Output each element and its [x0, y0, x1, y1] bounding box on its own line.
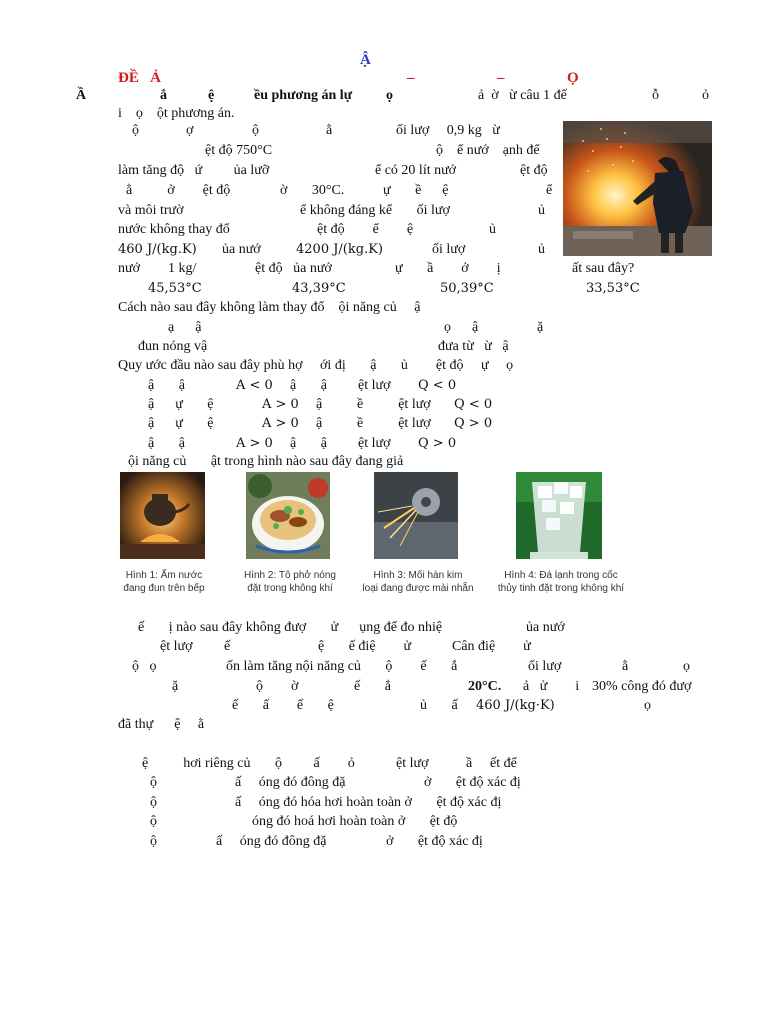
q3-option-b-math: Q < 0	[454, 397, 493, 412]
q3-option-a: ệt lượ	[358, 378, 391, 393]
q1-text: làm tăng độ ứ ủa lưỡ	[118, 163, 270, 178]
q7-option-a: ộ	[150, 775, 157, 790]
q7-option-d: ấ óng đó đông đặ	[216, 834, 327, 849]
part-label: Ầ	[76, 88, 87, 103]
q1-text: ể có 20 lít nướ	[375, 163, 457, 178]
q6-text: ọ	[644, 698, 651, 713]
instructions-text: ả ờ ừ câu 1 đế	[478, 88, 567, 103]
q3-option-d-math: A > 0	[236, 436, 273, 451]
kettle-on-stove-photo	[120, 472, 205, 559]
q1-text: ể không đáng kể ối lượ	[300, 203, 450, 218]
q1-text: nướ 1 kg/	[118, 261, 197, 276]
q6-text: 460 J/(kg·K)	[476, 698, 555, 713]
metal-grinding-photo	[374, 472, 458, 559]
exam-subtitle-dash: –	[497, 70, 505, 86]
instructions-text: ệ	[208, 88, 215, 103]
q6-text: ả ử i	[523, 679, 580, 694]
q7-option-a: ở ệt độ xác đị	[424, 775, 521, 790]
q5-option: ệt lượ ế	[160, 639, 231, 654]
q3-option-d-math: Q > 0	[418, 436, 457, 451]
q1-text: ự ầ ở ị	[395, 261, 501, 276]
q5-option: ệ ế điệ ử	[318, 639, 412, 654]
q6-text: 30% công đó đượ	[592, 679, 692, 694]
q3-option-d: ệt lượ	[358, 436, 391, 451]
figure-2-caption: Hình 2: Tô phở nóng đặt trong không khí	[244, 570, 336, 594]
q3-option-c: ậ ự ệ	[148, 416, 214, 431]
q1-text: ờ 30°C.	[280, 183, 345, 198]
q7-option-d: ở ệt độ xác đị	[386, 834, 483, 849]
q6-text: ộ ọ	[132, 659, 157, 674]
q6-text: ủ ấ	[420, 698, 458, 713]
instructions-text: ều phương án lự	[254, 88, 353, 103]
instructions-text: i ọ ột phương án.	[118, 106, 235, 121]
q4-stem: ội năng củ ật trong hình nào sau đây đang giả	[128, 454, 404, 469]
q1-text: 460 J/(kg.K)	[118, 242, 197, 257]
q1-text: ằ	[326, 123, 333, 138]
q6-text: ằ	[622, 659, 629, 674]
q6-text: ặ	[172, 679, 179, 694]
q3-option-c-math: Q > 0	[454, 416, 493, 431]
q1-text: ối lượ 0,9 kg ừ	[396, 123, 500, 138]
q1-text: ủ	[538, 203, 545, 218]
q1-text: ộ	[252, 123, 259, 138]
q1-text: ộ ể nướ ạnh để	[436, 143, 540, 158]
q6-text: ọ	[683, 659, 690, 674]
q7-option-c: óng đó hoá hơi hoàn toàn ở ệt độ	[252, 814, 458, 829]
exam-subtitle-dash: –	[407, 70, 415, 86]
q6-text: ế ắ	[354, 679, 391, 694]
q1-text: ệt độ ể ệ	[317, 222, 414, 237]
q3-option-a-math: A < 0	[236, 378, 273, 393]
q1-text: ất sau đây?	[572, 261, 635, 276]
q7-option-b: ấ óng đó hóa hơi hoàn toàn ở ệt độ xác đị	[235, 795, 502, 810]
q1-text: nước không thay đổ	[118, 222, 230, 237]
q7-option-d: ộ	[150, 834, 157, 849]
q3-option-a-math: Q < 0	[418, 378, 457, 393]
q5-stem: ế ị nào sau đây không đượ ử ụng để đo nhiệ	[138, 620, 443, 635]
q3-option-c-math: A > 0	[262, 416, 299, 431]
q1-text: ủ	[538, 242, 545, 257]
q3-option-b: ậ	[316, 397, 323, 412]
q3-option-b: ậ ự ệ	[148, 397, 214, 412]
q1-text: và môi trườ	[118, 203, 184, 218]
q1-text: ệt độ ủa nướ	[255, 261, 332, 276]
ice-glass-photo	[516, 472, 602, 559]
q6-text: ốn làm tăng nội năng củ ộ ế ắ	[226, 659, 458, 674]
q6-text: ộ ờ	[256, 679, 299, 694]
instructions-text: ắ	[160, 88, 167, 103]
q3-stem: Quy ước đầu nào sau đây phù hợ ới đị ậ ủ ệt độ ự ọ	[118, 358, 514, 373]
instructions-text: ọ	[386, 88, 393, 103]
q6-text: ối lượ	[528, 659, 562, 674]
q1-text: ệt độ 750°C	[205, 143, 273, 158]
q6-text: ế ấ ế ệ	[232, 698, 334, 713]
q7-stem: ầ	[466, 756, 473, 771]
q7-stem: ết để	[490, 756, 517, 771]
q2-option-b: ọ ậ	[444, 320, 479, 335]
exam-subtitle: ĐỀ Ả	[118, 70, 161, 86]
q1-text: ộ	[132, 123, 139, 138]
blacksmith-photo	[563, 121, 712, 256]
q1-option-a: 45,53°C	[148, 281, 202, 296]
q1-option-d: 33,53°C	[586, 281, 640, 296]
q2-option-b-cont: ặ	[537, 320, 544, 335]
figure-3-caption: Hình 3: Mối hàn kim loại đang được mài nhẵn	[362, 570, 474, 594]
q7-stem: ệ hơi riêng củ ộ ấ ỏ	[142, 756, 355, 771]
q2-option-d: đưa từ ừ ậ	[438, 339, 509, 354]
exam-subtitle-end: Ọ	[567, 70, 579, 86]
q1-text: ệt độ	[520, 163, 548, 178]
q5-option: Cân điệ ử	[452, 639, 531, 654]
q2-stem: Cách nào sau đây không làm thay đổ ội năng củ ậ	[118, 300, 421, 315]
q3-option-b: ề ệt lượ	[357, 397, 431, 412]
q3-option-a: ậ ậ	[148, 378, 185, 393]
q1-option-b: 43,39°C	[292, 281, 346, 296]
figure-1-caption: Hình 1: Ấm nước đang đun trên bếp	[123, 570, 205, 594]
q7-stem: ệt lượ	[396, 756, 429, 771]
q1-text: ối lượ	[432, 242, 466, 257]
q1-text: ợ	[186, 123, 194, 138]
q7-option-a: ấ óng đó đông đặ	[235, 775, 346, 790]
q1-text: ể	[546, 183, 553, 198]
page-title: Ậ	[360, 52, 371, 68]
q1-text: ự ề ệ	[383, 183, 449, 198]
q6-text: đã thự ệ ằ	[118, 717, 205, 732]
q2-option-a: ạ ậ	[168, 320, 202, 335]
q3-option-d: ậ ậ	[290, 436, 327, 451]
q7-option-b: ộ	[150, 795, 157, 810]
q1-text: ủa nướ	[222, 242, 261, 257]
q2-option-c: đun nóng vậ	[138, 339, 208, 354]
q1-option-c: 50,39°C	[440, 281, 494, 296]
q3-option-a: ậ ậ	[290, 378, 327, 393]
q6-text: 20°C.	[468, 679, 502, 694]
q3-option-d: ậ ậ	[148, 436, 185, 451]
q1-text: ủ	[489, 222, 496, 237]
q7-option-c: ộ	[150, 814, 157, 829]
q1-text: ằ ở ệt độ	[126, 183, 231, 198]
q1-text: 4200 J/(kg.K)	[296, 242, 383, 257]
q3-option-c: ề ệt lượ	[357, 416, 431, 431]
q3-option-b-math: A > 0	[262, 397, 299, 412]
instructions-text: ỏ	[702, 88, 709, 103]
instructions-text: ỗ	[652, 88, 659, 103]
pho-bowl-photo	[246, 472, 330, 559]
figure-4-caption: Hình 4: Đá lạnh trong cốc thủy tinh đặt trong không khí	[497, 570, 625, 594]
q5-stem: ủa nướ	[526, 620, 565, 635]
q3-option-c: ậ	[316, 416, 323, 431]
